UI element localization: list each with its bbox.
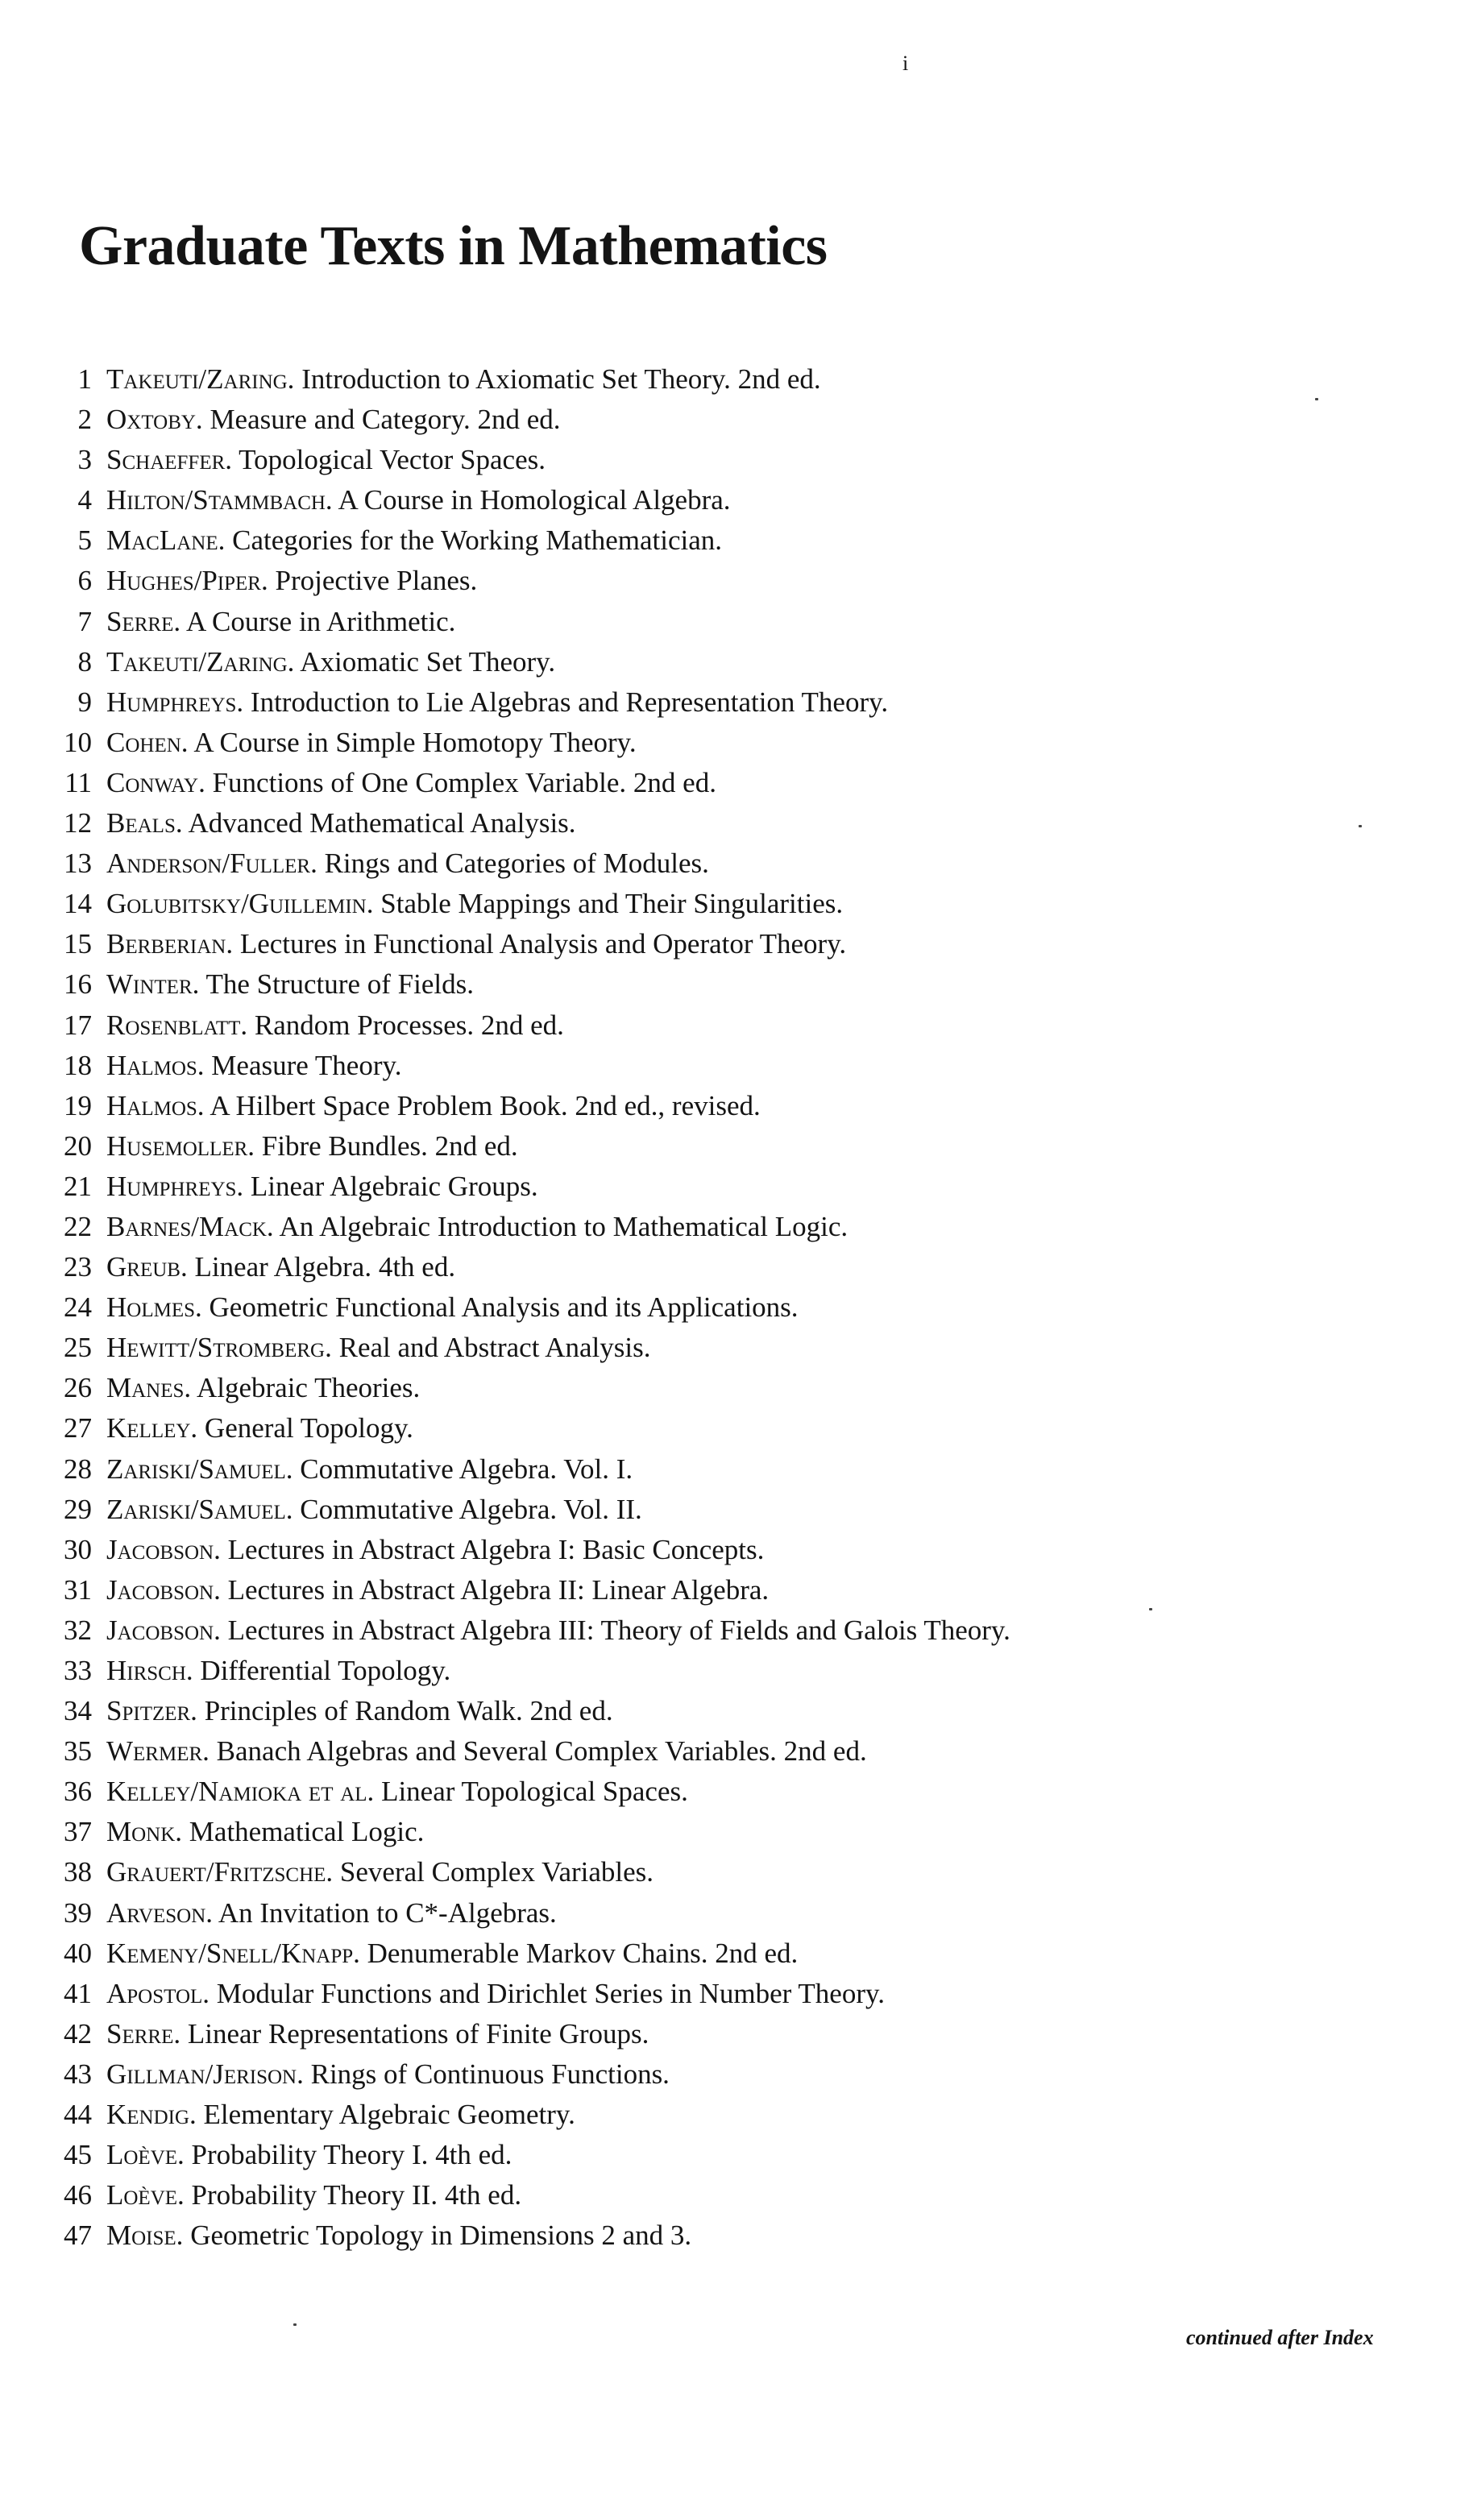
page-mark: i (902, 52, 909, 75)
page-title: Graduate Texts in Mathematics (79, 215, 828, 277)
book-author: Hewitt/Stromberg. (106, 1332, 332, 1364)
book-author: Hirsch. (106, 1655, 193, 1686)
book-author: Schaeffer. (106, 444, 233, 476)
book-author: Holmes. (106, 1291, 202, 1324)
book-list-item (0, 843, 1010, 884)
book-title: Commutative Algebra. Vol. I. (300, 1453, 633, 1485)
book-number: 11 (64, 766, 92, 798)
book-title: Random Processes. 2nd ed. (254, 1009, 564, 1041)
book-author: Kelley. (106, 1412, 198, 1444)
book-list-item (0, 803, 1010, 843)
book-number: 20 (64, 1129, 92, 1162)
continued-note: continued after Index (1186, 2326, 1374, 2349)
book-title: A Course in Simple Homotopy Theory. (193, 726, 637, 758)
book-number: 13 (64, 848, 92, 880)
book-author: Halmos. (106, 1089, 205, 1121)
book-title: Geometric Functional Analysis and its Applications. (209, 1291, 799, 1324)
book-title: Introduction to Lie Algebras and Representation Theory. (250, 686, 889, 718)
book-number: 7 (77, 605, 92, 637)
book-title: Linear Topological Spaces. (381, 1776, 688, 1808)
book-author: Arveson. (106, 1896, 214, 1929)
book-author: Greub. (106, 1251, 188, 1283)
book-number: 2 (77, 404, 92, 436)
book-author: Kelley/Namioka et al. (106, 1776, 375, 1808)
book-title: Probability Theory I. 4th ed. (191, 2139, 512, 2171)
book-number: 31 (64, 1573, 92, 1606)
book-number: 21 (64, 1170, 92, 1202)
book-number: 12 (64, 807, 92, 839)
book-author: MacLane. (106, 524, 226, 557)
book-number: 25 (64, 1332, 92, 1364)
book-title: Measure Theory. (211, 1049, 402, 1081)
book-list-item (0, 1974, 1010, 2014)
book-title: Mathematical Logic. (189, 1816, 425, 1848)
book-number: 24 (64, 1291, 92, 1324)
book-number: 46 (64, 2179, 92, 2211)
book-author: Loève. (106, 2179, 185, 2211)
book-title: Modular Functions and Dirichlet Series in Number Theory. (216, 1977, 885, 2009)
book-title: Fibre Bundles. 2nd ed. (261, 1129, 518, 1162)
book-list-item (0, 2215, 1010, 2256)
book-author: Spitzer. (106, 1695, 197, 1727)
book-title: Axiomatic Set Theory. (300, 645, 556, 678)
book-title: Rings and Categories of Modules. (324, 848, 709, 880)
book-list-item (0, 1449, 1010, 1490)
book-number: 39 (64, 1896, 92, 1929)
book-title: Rings of Continuous Functions. (310, 2058, 670, 2090)
book-list-item (0, 1731, 1010, 1772)
book-list-item (0, 924, 1010, 964)
book-number: 43 (64, 2058, 92, 2090)
book-author: Jacobson. (106, 1533, 221, 1565)
book-number: 30 (64, 1533, 92, 1565)
book-list-item (0, 1207, 1010, 1247)
book-author: Cohen. (106, 726, 189, 758)
book-author: Humphreys. (106, 686, 244, 718)
book-title: Topological Vector Spaces. (239, 444, 546, 476)
book-number: 1 (77, 363, 92, 395)
book-title: An Invitation to C*-Algebras. (218, 1896, 557, 1929)
book-author: Berberian. (106, 928, 234, 960)
book-number: 9 (77, 686, 92, 718)
book-title: General Topology. (204, 1412, 413, 1444)
book-number: 33 (64, 1655, 92, 1686)
book-list-item (0, 1934, 1010, 1974)
book-list-item (0, 400, 1010, 440)
book-title: Categories for the Working Mathematician. (232, 524, 722, 557)
book-number: 18 (64, 1049, 92, 1081)
book-title: Lectures in Abstract Algebra III: Theory of Fields and Galois Theory. (227, 1614, 1010, 1646)
book-list-item (0, 1247, 1010, 1287)
book-title: Denumerable Markov Chains. 2nd ed. (367, 1937, 799, 1969)
book-author: Apostol. (106, 1977, 210, 2009)
book-number: 6 (77, 565, 92, 597)
book-author: Rosenblatt. (106, 1009, 248, 1041)
book-list-item (0, 2054, 1010, 2095)
book-number: 34 (64, 1695, 92, 1727)
book-list-item (0, 723, 1010, 763)
book-title: Elementary Algebraic Geometry. (203, 2099, 575, 2131)
book-number: 44 (64, 2099, 92, 2131)
book-number: 15 (64, 928, 92, 960)
book-author: Manes. (106, 1372, 192, 1404)
book-number: 36 (64, 1776, 92, 1808)
book-author: Beals. (106, 807, 183, 839)
book-author: Golubitsky/Guillemin. (106, 888, 374, 920)
book-list-item (0, 1328, 1010, 1368)
scan-speck (1149, 1608, 1152, 1610)
book-number: 42 (64, 2017, 92, 2050)
book-author: Conway. (106, 766, 205, 798)
scan-speck (1315, 398, 1318, 400)
book-list-item (0, 1570, 1010, 1610)
book-author: Oxtoby. (106, 404, 203, 436)
book-number: 32 (64, 1614, 92, 1646)
book-list-item (0, 1610, 1010, 1651)
book-author: Humphreys. (106, 1170, 244, 1202)
book-title: Lectures in Abstract Algebra I: Basic Concepts. (227, 1533, 765, 1565)
book-author: Hilton/Stammbach. (106, 484, 333, 516)
book-list-item (0, 1368, 1010, 1408)
book-title: A Hilbert Space Problem Book. 2nd ed., revised. (210, 1089, 761, 1121)
book-list-item (0, 964, 1010, 1005)
book-number: 3 (77, 444, 92, 476)
book-number: 22 (64, 1210, 92, 1242)
book-list-item (0, 2175, 1010, 2215)
book-list-item (0, 1287, 1010, 1328)
book-list-item (0, 602, 1010, 642)
book-author: Husemoller. (106, 1129, 255, 1162)
book-title: Probability Theory II. 4th ed. (191, 2179, 522, 2211)
book-number: 5 (77, 524, 92, 557)
book-author: Moise. (106, 2220, 184, 2252)
book-title: A Course in Arithmetic. (185, 605, 456, 637)
book-author: Winter. (106, 968, 200, 1001)
book-author: Takeuti/Zaring. (106, 645, 295, 678)
book-author: Hughes/Piper. (106, 565, 268, 597)
book-title: Real and Abstract Analysis. (338, 1332, 651, 1364)
book-number: 10 (64, 726, 92, 758)
book-list-item (0, 1812, 1010, 1852)
book-author: Monk. (106, 1816, 183, 1848)
book-author: Wermer. (106, 1735, 210, 1768)
book-author: Kendig. (106, 2099, 197, 2131)
book-number: 14 (64, 888, 92, 920)
book-list-item (0, 480, 1010, 520)
book-list-item (0, 1772, 1010, 1812)
book-title: Linear Representations of Finite Groups. (187, 2017, 649, 2050)
book-list-item (0, 1691, 1010, 1731)
book-list-item (0, 1046, 1010, 1086)
book-title: The Structure of Fields. (205, 968, 474, 1001)
book-author: Jacobson. (106, 1614, 221, 1646)
book-number: 28 (64, 1453, 92, 1485)
book-list-item (0, 359, 1010, 400)
book-title: Principles of Random Walk. 2nd ed. (204, 1695, 613, 1727)
book-list-item (0, 1005, 1010, 1046)
book-author: Jacobson. (106, 1573, 221, 1606)
book-title: Commutative Algebra. Vol. II. (300, 1493, 642, 1525)
book-list-item (0, 440, 1010, 480)
book-title: Algebraic Theories. (196, 1372, 421, 1404)
book-title: Stable Mappings and Their Singularities. (380, 888, 844, 920)
book-number: 41 (64, 1977, 92, 2009)
book-list-item (0, 2135, 1010, 2175)
book-title: An Algebraic Introduction to Mathematical Logic. (279, 1210, 849, 1242)
book-list-item (0, 1490, 1010, 1530)
book-title: Projective Planes. (275, 565, 478, 597)
book-author: Takeuti/Zaring. (106, 363, 295, 395)
book-title: Linear Algebra. 4th ed. (194, 1251, 456, 1283)
book-number: 47 (64, 2220, 92, 2252)
book-number: 45 (64, 2139, 92, 2171)
book-list-item (0, 2014, 1010, 2054)
scan-speck (293, 2323, 297, 2326)
book-author: Gillman/Jerison. (106, 2058, 304, 2090)
book-number: 40 (64, 1937, 92, 1969)
book-title: Functions of One Complex Variable. 2nd ed. (212, 766, 716, 798)
book-number: 19 (64, 1089, 92, 1121)
book-author: Zariski/Samuel. (106, 1493, 293, 1525)
book-number: 4 (77, 484, 92, 516)
book-number: 29 (64, 1493, 92, 1525)
book-author: Grauert/Fritzsche. (106, 1856, 334, 1888)
book-list-item (0, 763, 1010, 803)
book-list-item (0, 884, 1010, 924)
scan-speck (1359, 825, 1362, 827)
book-list (0, 359, 1010, 2256)
book-author: Loève. (106, 2139, 185, 2171)
book-author: Serre. (106, 2017, 181, 2050)
book-number: 35 (64, 1735, 92, 1768)
book-number: 26 (64, 1372, 92, 1404)
book-title: Linear Algebraic Groups. (250, 1170, 538, 1202)
book-number: 8 (77, 645, 92, 678)
book-list-item (0, 682, 1010, 723)
book-title: Several Complex Variables. (339, 1856, 654, 1888)
book-author: Barnes/Mack. (106, 1210, 274, 1242)
book-list-item (0, 1408, 1010, 1449)
book-list-item (0, 1893, 1010, 1934)
book-list-item (0, 520, 1010, 561)
book-author: Anderson/Fuller. (106, 848, 317, 880)
book-list-item (0, 561, 1010, 601)
book-list-item (0, 1530, 1010, 1570)
book-author: Serre. (106, 605, 181, 637)
book-title: Lectures in Functional Analysis and Operator Theory. (239, 928, 847, 960)
book-title: Measure and Category. 2nd ed. (210, 404, 561, 436)
book-title: Differential Topology. (200, 1655, 451, 1686)
book-title: A Course in Homological Algebra. (338, 484, 731, 516)
book-number: 27 (64, 1412, 92, 1444)
book-list-item (0, 1086, 1010, 1126)
book-author: Zariski/Samuel. (106, 1453, 293, 1485)
book-list-item (0, 1651, 1010, 1691)
book-title: Introduction to Axiomatic Set Theory. 2nd ed. (301, 363, 821, 395)
book-title: Lectures in Abstract Algebra II: Linear Algebra. (227, 1573, 770, 1606)
book-list-item (0, 1126, 1010, 1167)
book-number: 38 (64, 1856, 92, 1888)
book-list-item (0, 1852, 1010, 1892)
book-number: 16 (64, 968, 92, 1001)
book-title: Banach Algebras and Several Complex Variables. 2nd ed. (216, 1735, 867, 1768)
book-number: 17 (64, 1009, 92, 1041)
book-author: Halmos. (106, 1049, 205, 1081)
book-title: Advanced Mathematical Analysis. (188, 807, 576, 839)
book-number: 23 (64, 1251, 92, 1283)
book-list-item (0, 2095, 1010, 2135)
book-number: 37 (64, 1816, 92, 1848)
book-author: Kemeny/Snell/Knapp. (106, 1937, 360, 1969)
book-list-item (0, 642, 1010, 682)
book-list-item (0, 1167, 1010, 1207)
book-title: Geometric Topology in Dimensions 2 and 3. (190, 2220, 692, 2252)
